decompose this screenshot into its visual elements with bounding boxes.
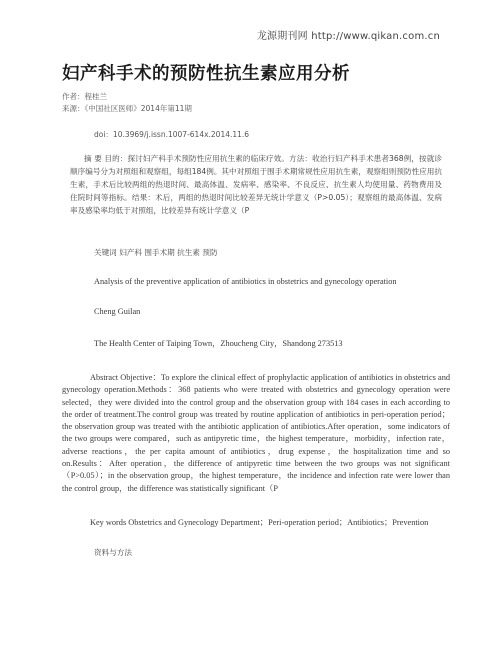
doi-line: doi：10.3969/j.issn.1007-614x.2014.11.6	[94, 130, 250, 139]
site-header: 龙源期刊网 http://www.qikan.com.cn	[256, 31, 440, 42]
english-title: Analysis of the preventive application of antibiotics in obstetrics and gynecology operation	[94, 277, 397, 286]
english-affiliation: The Health Center of Taiping Town，Zhoucheng City，Shandong 273513	[94, 339, 343, 348]
section-heading: 资料与方法	[94, 548, 132, 557]
chinese-abstract: 摘 要 目的：探讨妇产科手术预防性应用抗生素的临床疗效。方法：收治行妇产科手术患者368例，按就诊顺序编号分为对照组和观察组，每组184例。其中对照组于围手术期常规性应用抗生素，观察组则预防性应用抗生素，手术后比较两组的热退时间、最高体温、发病率、感染率、不良反应、抗生素人均使用量、药物费用及住院时间等指标。结果：术后，两组的热退时间比较差异无统计学意义（P>0.05）；观察组的最高体温、发病率及感染率均低于对照组，比较差异有统计学意义（P	[70, 154, 442, 215]
english-abstract: Abstract Objective：To explore the clinical effect of prophylactic application of antibiotics in obstetrics and gynecology operation.Methods：368 patients who were treated with obstetrics and gynecology operation were selected，they were divided into the control group and the observation group with 184 cases in each according to the order of treatment.The control group was treated by routine application of antibiotics in peri-operation period；the observation group was treated with the antibiotic application of antibiotics.After operation，some indicators of the two groups were compared，such as antipyretic time，the highest temperature，morbidity，infection rate，adverse reactions，the per capita amount of antibiotics，drug expense，the hospitalization time and so on.Results：After operation，the difference of antipyretic time between the two groups was not significant（P>0.05）；in the observation group，the highest temperature，the incidence and infection rate were lower than the control group，the difference was statistically significant（P	[62, 373, 450, 493]
english-keywords: Key words Obstetrics and Gynecology Department；Peri-operation period；Antibiotics；Prevention	[90, 518, 429, 527]
english-author: Cheng Guilan	[94, 307, 141, 316]
chinese-keywords: 关键词 妇产科 围手术期 抗生素 预防	[94, 248, 218, 257]
source-line: 来源：《中国社区医师》2014年第11期	[62, 104, 192, 113]
article-title: 妇产科手术的预防性抗生素应用分析	[62, 64, 350, 84]
author-line: 作者：程桂兰	[62, 92, 107, 101]
